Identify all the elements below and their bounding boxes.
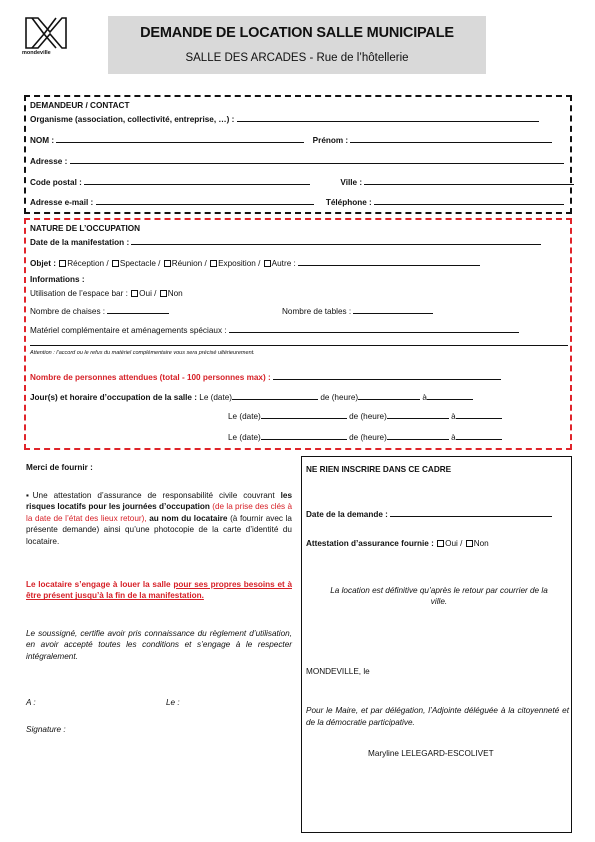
nom-line[interactable] [56,135,304,143]
heure-fin-line-2[interactable] [456,411,502,419]
date-manifestation-field[interactable] [30,237,541,248]
de-heure-label: de (heure) [320,393,359,402]
attention-note: Attention : l’accord ou le refus du matériel complémentaire vous sera précisé ultérieurement. [30,350,255,356]
p1-a: ▪Une attestation d’assurance de responsabilité civile couvrant [26,491,281,500]
a-label: à [451,412,456,421]
de-heure-label: de (heure) [349,433,387,442]
tables-field[interactable] [282,306,433,317]
objet-spectacle-checkbox[interactable] [112,260,119,267]
heure-fin-line-3[interactable] [456,432,502,440]
demandeur-heading: DEMANDEUR / CONTACT [30,101,130,110]
date-demande-field[interactable] [306,509,552,520]
objet-autre-line[interactable] [298,258,480,266]
le-label-sign: Le : [166,698,180,707]
materiel-field[interactable] [30,325,519,336]
objet-autre-label: Autre : [271,259,296,268]
personnes-label: Nombre de personnes attendues (total - 100 personnes max) : [30,373,271,382]
p1-e: (à fournir avec la présente demande) ainsi qu’une photocopie de la carte d’identité du locataire. [26,513,292,546]
date-demande-label: Date de la demande : [306,510,388,519]
tables-line[interactable] [353,306,433,314]
occupation-heading: NATURE DE L’OCCUPATION [30,224,141,233]
jour-row-1[interactable] [30,392,473,403]
chaises-line[interactable] [107,306,169,314]
p2-b: pour ses propres besoins et à être présent jusqu’à la fin de la manifestation. [26,580,292,601]
code-postal-line[interactable] [84,177,310,185]
personnes-field[interactable] [30,372,501,383]
p1-d: au nom du locataire [146,513,228,523]
code-postal-label: Code postal : [30,178,82,187]
p1-b: les risques locatifs pour les journées d’occupation [26,491,292,512]
materiel-line2-row[interactable] [30,338,568,349]
a-label: à [451,433,456,442]
personnes-line[interactable] [273,372,501,380]
ville-label: Ville : [340,178,363,187]
adresse-label: Adresse : [30,157,68,166]
attestation-non-checkbox[interactable] [466,540,473,547]
de-heure-label: de (heure) [349,412,387,421]
materiel-label: Matériel complémentaire et aménagements spéciaux : [30,326,227,335]
objet-reception-label: Réception / [67,259,109,268]
le-date-label: Le (date) [228,412,261,421]
definitive-note: La location est définitive qu’après le retour par courrier de la ville. [330,586,548,607]
adresse-field[interactable] [30,156,564,167]
le-date-label: Le (date) [199,393,233,402]
email-label: Adresse e-mail : [30,198,94,207]
date-line-3[interactable] [261,432,347,440]
a-label: à [422,393,427,402]
merci-heading: Merci de fournir : [26,463,93,472]
code-postal-field[interactable] [30,177,574,188]
logo-text: mondeville [22,50,51,56]
date-demande-line[interactable] [390,509,552,517]
objet-exposition-checkbox[interactable] [210,260,217,267]
prenom-line[interactable] [350,135,552,143]
attestation-oui-label: Oui / [445,539,463,548]
objet-reunion-label: Réunion / [171,259,207,268]
date-line-2[interactable] [261,411,347,419]
signature-label: Signature : [26,725,66,734]
form-subtitle: SALLE DES ARCADES - Rue de l’hôtellerie [185,52,409,65]
informations-heading: Informations : [30,275,85,284]
telephone-line[interactable] [374,197,564,205]
signataire-name: Maryline LELEGARD-ESCOLIVET [368,749,494,758]
objet-spectacle-label: Spectacle / [119,259,161,268]
heure-debut-line-3[interactable] [387,432,449,440]
bar-field [30,289,183,299]
p2-a: Le locataire s’engage à louer la salle [26,580,174,589]
jour-row-3[interactable] [228,432,502,443]
objet-exposition-label: Exposition / [218,259,261,268]
a-label-sign: A : [26,698,36,707]
attestation-non-label: Non [473,539,489,548]
objet-reunion-checkbox[interactable] [164,260,171,267]
organisme-field[interactable] [30,114,539,125]
heure-debut-line-1[interactable] [358,392,420,400]
occupation-section [24,218,572,450]
objet-field [30,258,480,269]
attestation-field [306,539,489,549]
pour-le-maire: Pour le Maire, et par délégation, l’Adjointe déléguée à la citoyenneté et de la démocratie participative. [306,706,569,728]
organisme-label: Organisme (association, collectivité, entreprise, …) : [30,115,235,124]
date-manifestation-line[interactable] [131,237,541,245]
bar-non-checkbox[interactable] [160,290,167,297]
chaises-label: Nombre de chaises : [30,307,106,316]
adresse-line[interactable] [70,156,564,164]
merci-paragraph-2 [26,579,292,602]
admin-section [301,456,572,833]
date-line-1[interactable] [232,392,318,400]
chaises-field[interactable] [30,306,169,317]
email-field[interactable] [30,197,564,208]
jour-row-2[interactable] [228,411,502,422]
attestation-oui-checkbox[interactable] [437,540,444,547]
heure-fin-line-1[interactable] [427,392,473,400]
objet-autre-checkbox[interactable] [264,260,271,267]
bar-oui-checkbox[interactable] [131,290,138,297]
email-line[interactable] [96,197,314,205]
form-title: DEMANDE DE LOCATION SALLE MUNICIPALE [140,25,454,41]
heure-debut-line-2[interactable] [387,411,449,419]
objet-label: Objet : [30,259,56,268]
materiel-line-2[interactable] [30,338,568,346]
merci-paragraph-1 [26,490,292,547]
attestation-label: Attestation d’assurance fournie : [306,539,434,548]
merci-paragraph-3: Le soussigné, certifie avoir pris connaissance du règlement d’utilisation, en avoir accepté toutes les conditions et s’engage à le respecter intégralement. [26,629,292,661]
objet-reception-checkbox[interactable] [59,260,66,267]
prenom-label: Prénom : [312,136,349,145]
ville-line[interactable] [364,177,574,185]
nom-label: NOM : [30,136,55,145]
bar-oui-label: Oui / [139,289,157,298]
demandeur-section [24,95,572,214]
bar-label: Utilisation de l’espace bar : [30,289,128,298]
bar-non-label: Non [167,289,183,298]
le-date-label: Le (date) [228,433,261,442]
form-header [108,16,486,74]
organisme-line[interactable] [237,114,539,122]
telephone-label: Téléphone : [325,198,372,207]
date-manifestation-label: Date de la manifestation : [30,238,130,247]
tables-label: Nombre de tables : [282,307,352,316]
mondeville-le: MONDEVILLE, le [306,667,370,676]
p1-c: (de la prise des clés à la date de l’état des lieux retour), [26,502,292,523]
admin-heading: NE RIEN INSCRIRE DANS CE CADRE [306,465,452,474]
materiel-line[interactable] [229,325,519,333]
jours-label: Jour(s) et horaire d’occupation de la salle : [30,393,197,402]
nom-field[interactable] [30,135,552,146]
